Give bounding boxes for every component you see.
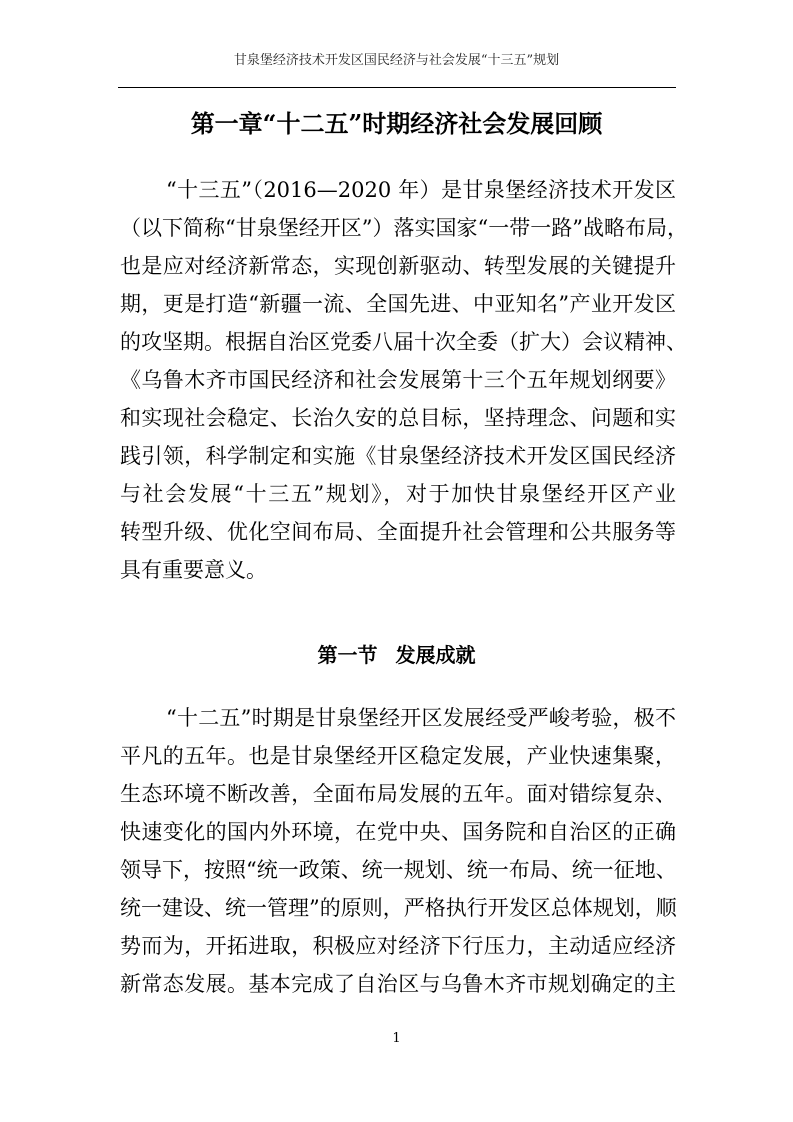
paragraph-line: “十二五”时期是甘泉堡经开区发展经受严峻考验，极不 <box>166 706 676 730</box>
section-heading: 发展成就 <box>395 643 476 667</box>
section-title <box>0 640 793 670</box>
paragraph-line: 《乌鲁木齐市国民经济和社会发展第十三个五年规划纲要》 <box>120 368 676 392</box>
paragraph-line: 平凡的五年。也是甘泉堡经开区稳定发展，产业快速集聚， <box>120 744 676 768</box>
section-label: 第一节 <box>317 643 378 667</box>
paragraph-line: 与社会发展“十三五”规划》，对于加快甘泉堡经开区产业 <box>120 482 676 506</box>
achievements-paragraph <box>120 699 676 1003</box>
intro-paragraph <box>120 171 688 589</box>
paragraph-line: 具有重要意义。 <box>120 558 267 582</box>
paragraph-line: 转型升级、优化空间布局、全面提升社会管理和公共服务等 <box>120 520 676 544</box>
paragraph-line: 的攻坚期。根据自治区党委八届十次全委（扩大）会议精神、 <box>120 330 687 354</box>
page-number: 1 <box>392 1031 401 1046</box>
paragraph-line: 新常态发展。基本完成了自治区与乌鲁木齐市规划确定的主 <box>120 972 676 996</box>
paragraph-line: 势而为，开拓进取，积极应对经济下行压力，主动适应经济 <box>120 934 676 958</box>
paragraph-line: 领导下，按照“统一政策、统一规划、统一布局、统一征地、 <box>120 858 677 882</box>
running-header: 甘泉堡经济技术开发区国民经济与社会发展“十三五”规划 <box>233 53 560 68</box>
paragraph-line: （以下简称“甘泉堡经开区”）落实国家“一带一路”战略布局， <box>120 216 688 240</box>
paragraph-line: 和实现社会稳定、长治久安的总目标，坚持理念、问题和实 <box>120 406 676 430</box>
paragraph-line: 践引领，科学制定和实施《甘泉堡经济技术开发区国民经济 <box>120 444 676 468</box>
paragraph-line: 统一建设、统一管理”的原则，严格执行开发区总体规划，顺 <box>120 896 677 920</box>
paragraph-line: 也是应对经济新常态，实现创新驱动、转型发展的关键提升 <box>120 254 676 278</box>
chapter-title: 第一章“十二五”时期经济社会发展回顾 <box>190 109 603 138</box>
header-divider <box>118 87 676 88</box>
paragraph-line: “十三五”（2016—2020 年）是甘泉堡经济技术开发区 <box>166 178 676 202</box>
paragraph-line: 期，更是打造“新疆一流、全国先进、中亚知名”产业开发区 <box>120 292 676 316</box>
paragraph-line: 生态环境不断改善，全面布局发展的五年。面对错综复杂、 <box>120 782 676 806</box>
paragraph-line: 快速变化的国内外环境，在党中央、国务院和自治区的正确 <box>120 820 676 844</box>
